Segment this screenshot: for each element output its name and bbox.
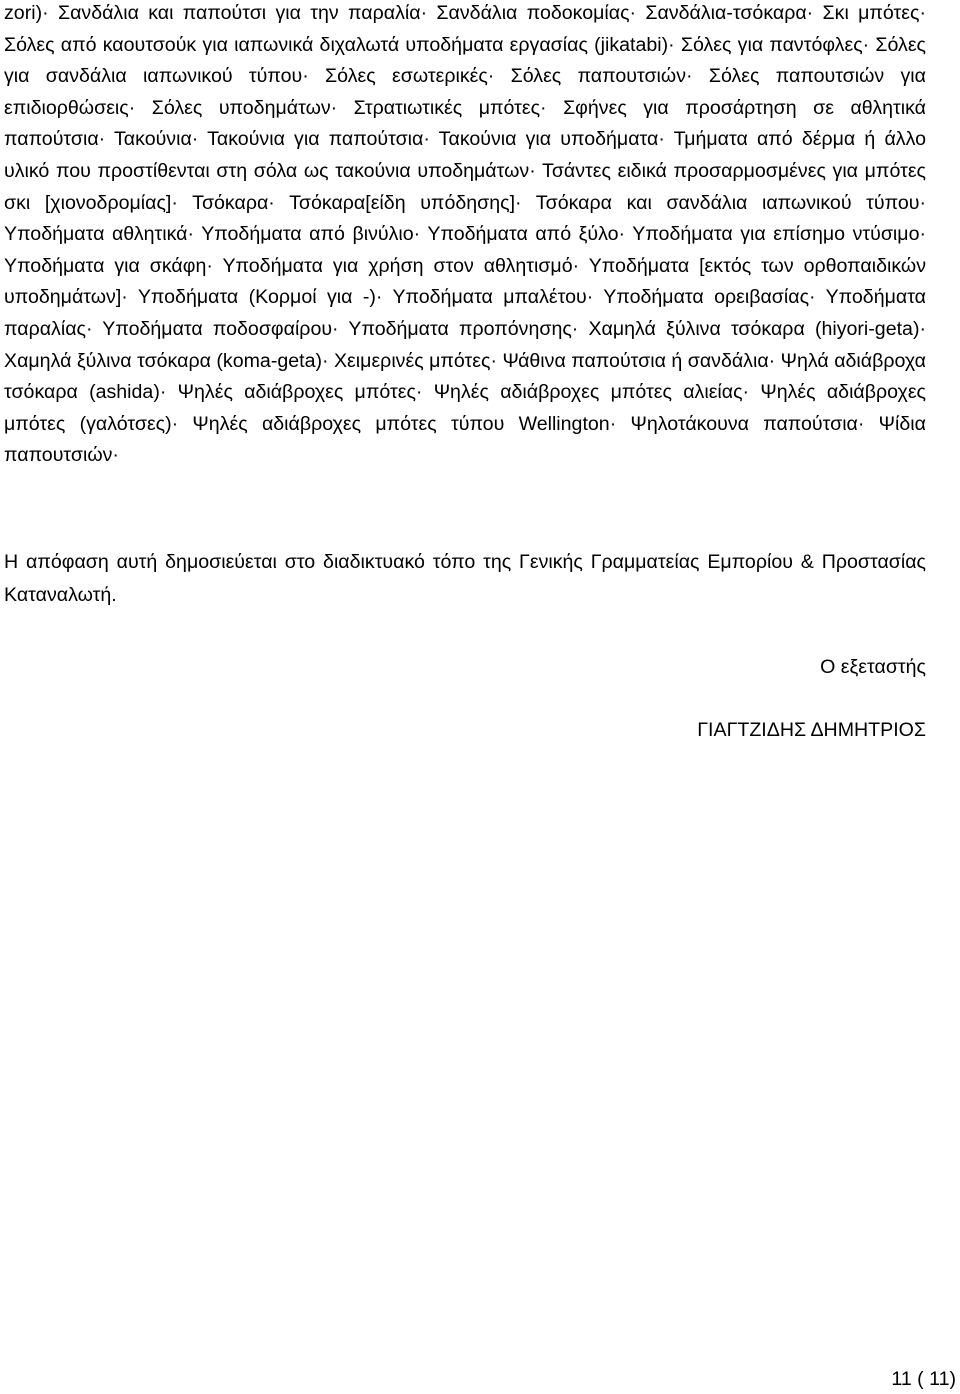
goods-list-paragraph: zori)· Σανδάλια και παπούτσι για την παραλία· Σανδάλια ποδοκομίας· Σανδάλια-τσόκαρα· Σκι μπότες· Σόλες από καουτσούκ για ιαπωνικά διχαλωτά υποδήματα εργασίας (jikatabi)· Σόλες για παντόφλες· Σόλες για σανδάλια ιαπωνικού τύπου· Σόλες εσωτερικές· Σόλες παπουτσιών· Σόλες παπουτσιών για επιδιορθώσεις· Σόλες υποδημάτων· Στρατιωτικές μπότες· Σφήνες για προσάρτηση σε αθλητικά παπούτσια· Τακούνια· Τακούνια για παπούτσια· Τακούνια για υποδήματα· Τμήματα από δέρμα ή άλλο υλικό που προστίθενται στη σόλα ως τακούνια υποδημάτων· Τσάντες ειδικά προσαρμοσμένες για μπότες σκι [χιονοδρομίας]· Τσόκαρα· Τσόκαρα[είδη υπόδησης]· Τσόκαρα και σανδάλια ιαπωνικού τύπου· Υποδήματα αθλητικά· Υποδήματα από βινύλιο· Υποδήματα από ξύλο· Υποδήματα για επίσημο ντύσιμο· Υποδήματα για σκάφη· Υποδήματα για χρήση στον αθλητισμό· Υποδήματα [εκτός των ορθοπαιδικών υποδημάτων]· Υποδήματα (Κορμοί για -)· Υποδήματα μπαλέτου· Υποδήματα ορειβασίας· Υποδήματα παραλίας· Υποδήματα ποδοσφαίρου· Υποδήματα προπόνησης· Χαμηλά ξύλινα τσόκαρα (hiyori-geta)· Χαμηλά ξύλινα τσόκαρα (koma-geta)· Χειμερινές μπότες· Ψάθινα παπούτσια ή σανδάλια· Ψηλά αδιάβροχα τσόκαρα (ashida)· Ψηλές αδιάβροχες μπότες· Ψηλές αδιάβροχες μπότες αλιείας· Ψηλές αδιάβροχες μπότες (γαλότσες)· Ψηλές αδιάβροχες μπότες τύπου Wellington· Ψηλοτάκουνα παπούτσια· Ψίδια παπουτσιών· bbox=[4, 2, 926, 467]
examiner-name: ΓΙΑΓΤΖΙΔΗΣ ΔΗΜΗΤΡΙΟΣ bbox=[697, 719, 926, 741]
publication-notice: Η απόφαση αυτή δημοσιεύεται στο διαδικτυακό τόπο της Γενικής Γραμματείας Εμπορίου & Προστασίας Καταναλωτή. bbox=[4, 551, 926, 606]
page-number: 11 ( 11) bbox=[891, 1368, 956, 1390]
examiner-label: Ο εξεταστής bbox=[820, 656, 926, 678]
